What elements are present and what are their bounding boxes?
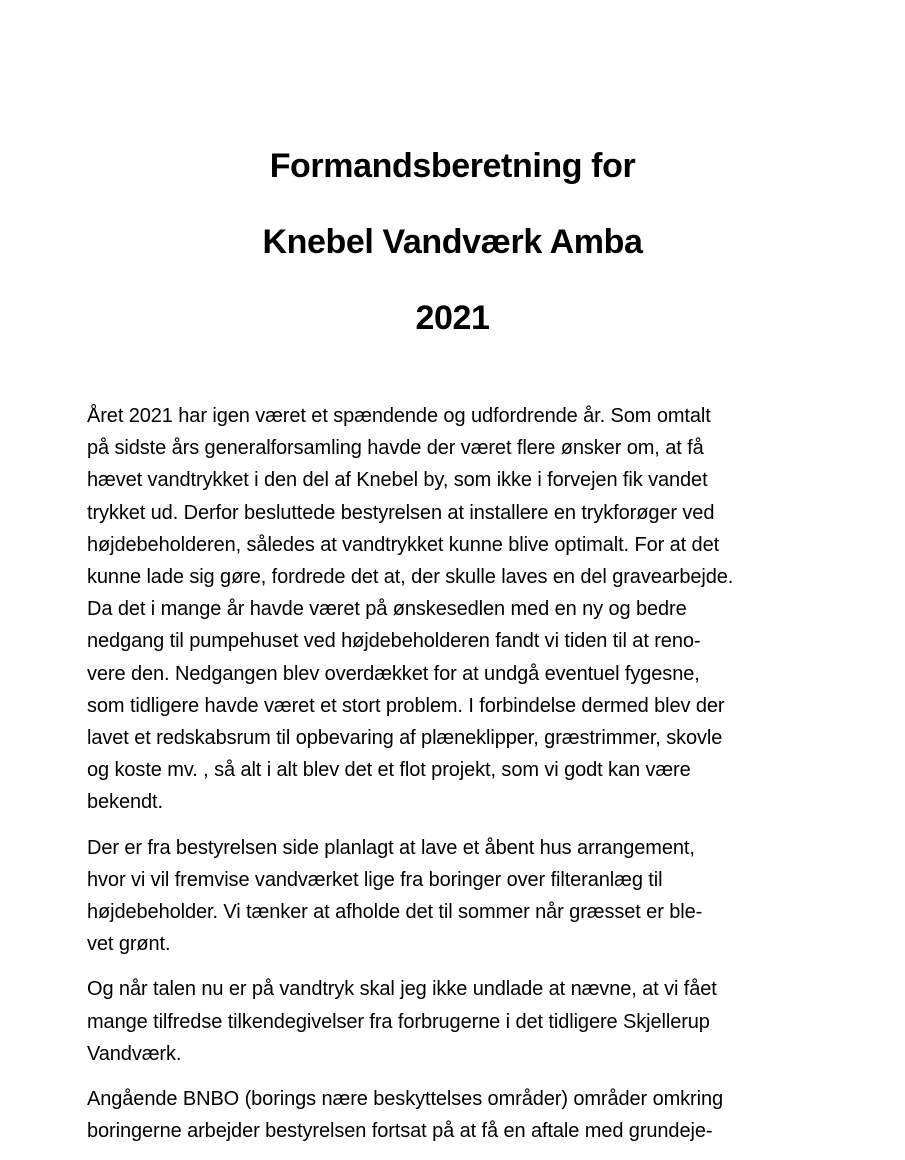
paragraph-line: højdebeholder. Vi tænker at afholde det til sommer når græsset er ble-: [87, 901, 703, 924]
paragraph-line: på sidste års generalforsamling havde der været flere ønsker om, at få: [87, 437, 704, 460]
paragraph-line: kunne lade sig gøre, fordrede det at, der skulle laves en del gravearbejde.: [87, 566, 734, 589]
paragraph-line: hvor vi vil fremvise vandværket lige fra boringer over filteranlæg til: [87, 868, 663, 891]
document-body: [87, 400, 827, 1160]
paragraph-line: vere den. Nedgangen blev overdækket for at undgå eventuel fygesne,: [87, 662, 700, 685]
paragraph-line: lavet et redskabsrum til opbevaring af plæneklipper, græstrimmer, skovle: [87, 727, 723, 750]
paragraph-line: trykket ud. Derfor besluttede bestyrelsen at installere en trykforøger ved: [87, 501, 715, 524]
paragraph-line: bekendt.: [87, 791, 163, 814]
paragraph-line: Og når talen nu er på vandtryk skal jeg ikke undlade at nævne, at vi fået: [87, 978, 717, 1001]
paragraph-4: [87, 1083, 827, 1147]
paragraph-3: [87, 973, 827, 1070]
paragraph-line: Der er fra bestyrelsen side planlagt at lave et åbent hus arrangement,: [87, 836, 695, 859]
paragraph-2: [87, 832, 827, 961]
paragraph-line: Angående BNBO (borings nære beskyttelses områder) områder omkring: [87, 1088, 724, 1111]
paragraph-line: Året 2021 har igen været et spændende og udfordrende år. Som omtalt: [87, 405, 711, 427]
paragraph-line: nedgang til pumpehuset ved højdebeholderen fandt vi tiden til at reno-: [87, 630, 701, 653]
paragraph-line: Vandværk.: [87, 1042, 182, 1065]
paragraph-line: som tidligere havde været et stort problem. I forbindelse dermed blev der: [87, 694, 725, 717]
document-title: [0, 128, 905, 356]
paragraph-line: vet grønt.: [87, 933, 171, 956]
paragraph-line: boringerne arbejder bestyrelsen fortsat på at få en aftale med grundeje-: [87, 1120, 713, 1143]
paragraph-line: højdebeholderen, således at vandtrykket kunne blive optimalt. For at det: [87, 533, 720, 556]
title-line-2: Knebel Vandværk Amba: [262, 223, 643, 261]
paragraph-line: og koste mv. , så alt i alt blev det et flot projekt, som vi godt kan være: [87, 759, 691, 782]
title-line-1: Formandsberetning for: [269, 147, 636, 185]
paragraph-1: [87, 400, 827, 819]
paragraph-line: hævet vandtrykket i den del af Knebel by, som ikke i forvejen fik vandet: [87, 469, 708, 492]
paragraph-line: Da det i mange år havde været på ønskesedlen med en ny og bedre: [87, 598, 687, 621]
title-line-3: 2021: [415, 299, 490, 337]
paragraph-line: mange tilfredse tilkendegivelser fra forbrugerne i det tidligere Skjellerup: [87, 1010, 710, 1033]
